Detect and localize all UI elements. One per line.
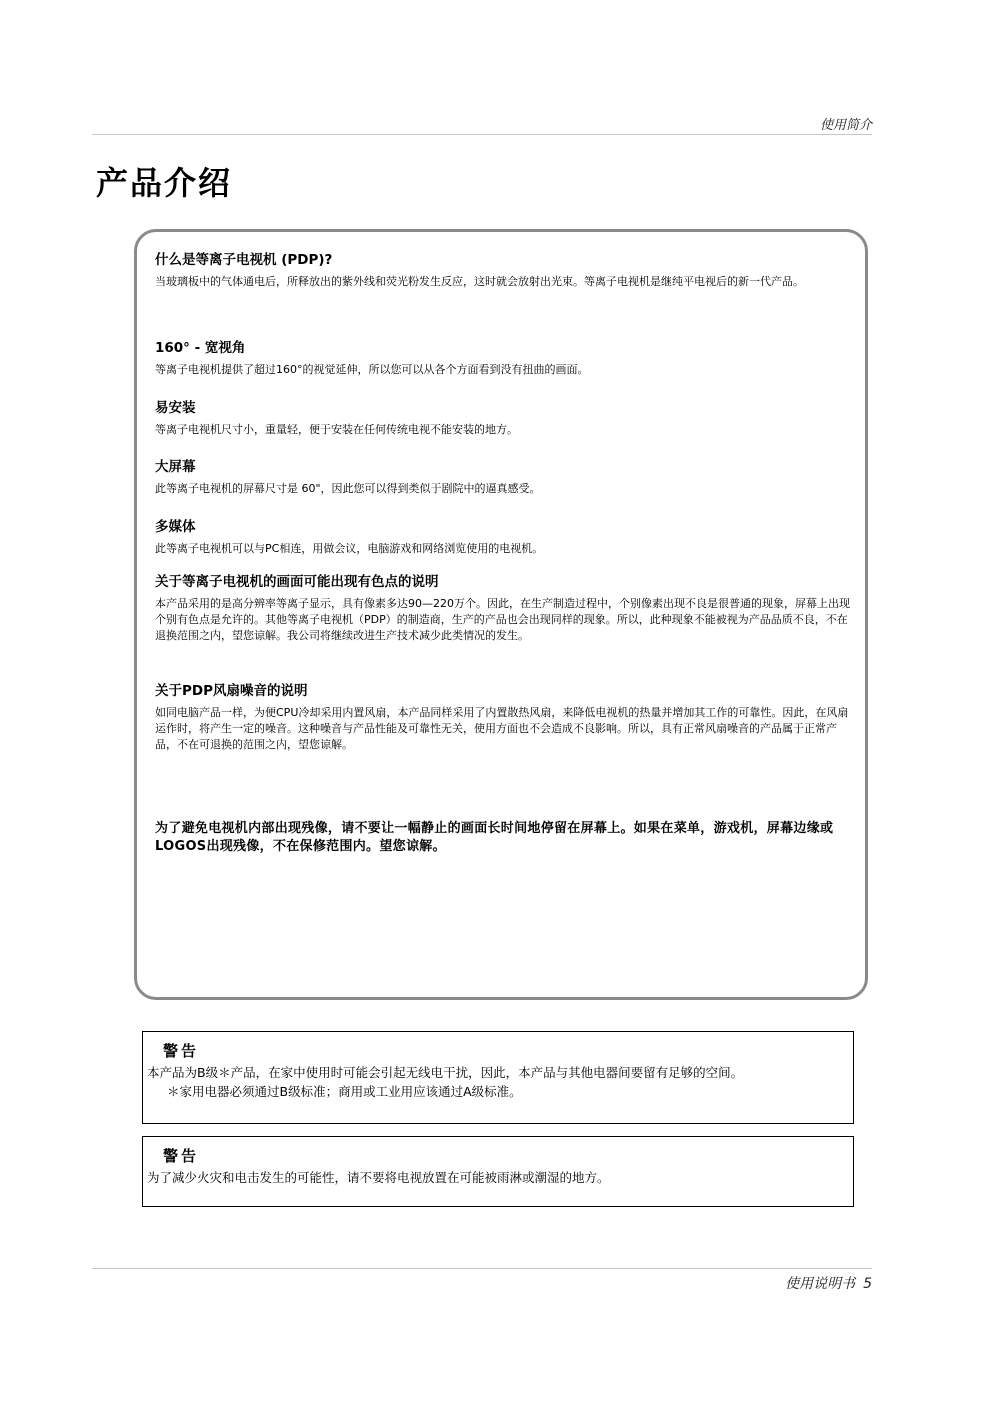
warning-text: 为了减少火灾和电击发生的可能性，请不要将电视放置在可能被雨淋或潮湿的地方。 xyxy=(147,1170,610,1185)
section-wide-angle xyxy=(155,340,855,378)
warning-title: 警告 xyxy=(163,1042,200,1060)
header-section-label: 使用简介 xyxy=(819,118,872,133)
warning-note: ＊家用电器必须通过B级标准；商用或工业用应该通过A级标准。 xyxy=(167,1084,522,1099)
section-easy-install xyxy=(155,400,855,438)
section-fan-noise xyxy=(155,683,855,753)
section-heading: 关于等离子电视机的画面可能出现有色点的说明 xyxy=(155,574,439,590)
section-multimedia xyxy=(155,519,855,557)
section-large-screen xyxy=(155,459,855,497)
header-divider xyxy=(92,134,872,135)
section-text: 此等离子电视机可以与PC相连，用做会议，电脑游戏和网络浏览使用的电视机。 xyxy=(155,542,544,555)
section-text: 本产品采用的是高分辨率等离子显示，具有像素多达90—220万个。因此，在生产制造过程中，个别像素出现不良是很普通的现象，屏幕上出现个别有色点是允许的。其他等离子电视机（PDP）的制造商，生产的产品也会出现同样的现象。所以，此种现象不能被视为产品品质不良，不在退换范围之内，望您谅解。我公司将继续改进生产技术减少此类情况的发生。 xyxy=(155,597,850,642)
section-heading: 多媒体 xyxy=(155,519,196,535)
warning-box-interference xyxy=(142,1031,854,1124)
section-colored-dots xyxy=(155,574,855,644)
section-heading: 关于PDP风扇噪音的说明 xyxy=(155,683,308,699)
section-heading: 什么是等离子电视机 (PDP)? xyxy=(155,252,333,268)
page-title: 产品介绍 xyxy=(96,164,233,202)
section-heading: 大屏幕 xyxy=(155,459,196,475)
product-info-box xyxy=(134,229,868,1000)
footer-divider xyxy=(92,1268,872,1269)
section-text: 当玻璃板中的气体通电后，所释放出的紫外线和荧光粉发生反应，这时就会放射出光束。等离子电视机是继纯平电视后的新一代产品。 xyxy=(155,275,804,288)
page-number: 5 xyxy=(863,1276,872,1292)
image-retention-notice: 为了避免电视机内部出现残像，请不要让一幅静止的画面长时间地停留在屏幕上。如果在菜单，游戏机，屏幕边缘或LOGOS出现残像，不在保修范围内。望您谅解。 xyxy=(155,821,834,854)
section-text: 此等离子电视机的屏幕尺寸是 60"，因此您可以得到类似于剧院中的逼真感受。 xyxy=(155,482,541,495)
section-text: 等离子电视机提供了超过160°的视觉延伸，所以您可以从各个方面看到没有扭曲的画面。 xyxy=(155,363,589,376)
warning-title: 警告 xyxy=(163,1147,200,1165)
section-heading: 易安装 xyxy=(155,400,196,416)
section-text: 等离子电视机尺寸小，重量轻，便于安装在任何传统电视不能安装的地方。 xyxy=(155,423,518,436)
section-text: 如同电脑产品一样，为便CPU冷却采用内置风扇，本产品同样采用了内置散热风扇，来降低电视机的热量并增加其工作的可靠性。因此，在风扇运作时，将产生一定的噪音。这种噪音与产品性能及可靠性无关，使用方面也不会造成不良影响。所以，具有正常风扇噪音的产品属于正常产品，不在可退换的范围之内，望您谅解。 xyxy=(155,706,849,751)
footer-manual-label: 使用说明书 xyxy=(785,1276,856,1292)
section-heading: 160° - 宽视角 xyxy=(155,340,246,356)
section-what-is-pdp xyxy=(155,252,855,290)
footer xyxy=(785,1273,872,1293)
warning-box-fire xyxy=(142,1136,854,1207)
warning-text: 本产品为B级＊产品，在家中使用时可能会引起无线电干扰，因此，本产品与其他电器间要留有足够的空间。 xyxy=(147,1065,744,1080)
